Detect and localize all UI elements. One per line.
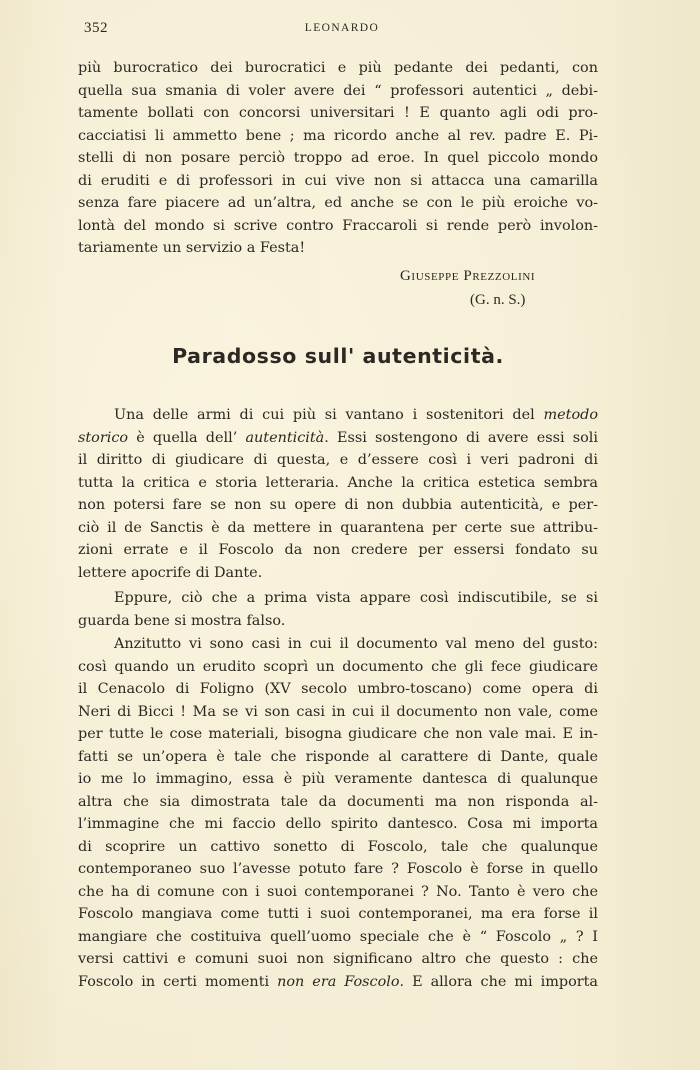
paragraph-line: non potersi fare se non su opere di non dubbia autenticità, e per- bbox=[78, 497, 598, 513]
signature bbox=[400, 264, 600, 312]
paragraph-line: tutta la critica e storia letteraria. Anche la critica estetica sembra bbox=[78, 474, 598, 491]
paragraph-line: Neri di Bicci ! Ma se vi son casi in cui il documento non vale, come bbox=[78, 703, 598, 720]
paragraph-line: io me lo immagino, essa è più veramente dantesca di qualunque bbox=[78, 771, 598, 787]
paragraph-line: stelli di non posare perciò troppo ad eroe. In quel piccolo mondo bbox=[78, 150, 598, 166]
paragraph-line: contemporaneo suo l’avesse potuto fare ? Foscolo è forse in quello bbox=[78, 861, 598, 877]
page-number: 352 bbox=[84, 20, 108, 36]
article-paragraph-1 bbox=[78, 404, 598, 584]
paragraph-line: tamente bollati con concorsi universitari ! E quanto agli odi pro- bbox=[78, 105, 598, 121]
text-run: . Essi sostengono di avere essi soli bbox=[324, 429, 598, 446]
text-run: è quella dell’ bbox=[128, 429, 246, 446]
paragraph-line: l’immagine che mi faccio dello spirito dantesco. Cosa mi importa bbox=[78, 816, 598, 832]
text-run-italic: autenticità bbox=[245, 429, 325, 446]
paragraph-line: ciò il de Sanctis è da mettere in quarantena per certe sue attribu- bbox=[78, 519, 598, 536]
paragraph-line: quella sua smania di voler avere dei “ professori autentici „ debi- bbox=[78, 82, 598, 99]
signature-name: Giuseppe Prezzolini bbox=[400, 268, 536, 284]
article-paragraph-2 bbox=[78, 587, 598, 632]
paragraph-line: altra che sia dimostrata tale da documenti ma non risponda al- bbox=[78, 793, 598, 810]
paragraph-line: Anzitutto vi sono casi in cui il documento val meno del gusto: bbox=[114, 636, 598, 652]
paragraph-line: così quando un erudito scoprì un documento che gli fece giudicare bbox=[78, 658, 598, 675]
text-run: Una delle armi di cui più si vantano i sostenitori del bbox=[114, 407, 544, 423]
paragraph-line: versi cattivi e comuni suoi non significano altro che questo : che bbox=[78, 951, 598, 967]
article-paragraph-3 bbox=[78, 633, 598, 993]
paragraph-line: cacciatisi li ammetto bene ; ma ricordo anche al rev. padre E. Pi- bbox=[78, 127, 598, 144]
paragraph-line: che ha di comune con i suoi contemporanei ? No. Tanto è vero che bbox=[78, 883, 598, 900]
paragraph-line: zioni errate e il Foscolo da non credere per essersi fondato su bbox=[78, 542, 598, 558]
paragraph-line: lettere apocrife di Dante. bbox=[78, 564, 263, 581]
paragraph-line bbox=[78, 404, 598, 427]
paragraph-line: mangiare che costituiva quell’uomo speciale che è “ Foscolo „ ? I bbox=[78, 928, 598, 945]
text-run: . E allora che mi importa bbox=[399, 973, 598, 990]
paragraph-line: lontà del mondo si scrive contro Fraccaroli si rende però involon- bbox=[78, 217, 598, 234]
running-head: LEONARDO bbox=[304, 22, 380, 34]
paragraph-line: fatti se un’opera è tale che risponde al carattere di Dante, quale bbox=[78, 748, 598, 765]
top-paragraph bbox=[78, 57, 598, 260]
text-run-italic: metodo bbox=[543, 407, 598, 423]
text-run-italic: non era Foscolo bbox=[277, 973, 400, 990]
paragraph-line: di eruditi e di professori in cui vive non si attacca una camarilla bbox=[78, 172, 598, 189]
paragraph-line: più burocratico dei burocratici e più pedante dei pedanti, con bbox=[78, 60, 598, 76]
signature-initials: (G. n. S.) bbox=[470, 292, 526, 308]
text-run: Foscolo in certi momenti bbox=[78, 973, 278, 990]
paragraph-line: Eppure, ciò che a prima vista appare così indiscutibile, se si bbox=[114, 590, 598, 606]
article-title: Paradosso sull' autenticità. bbox=[172, 344, 504, 368]
paragraph-line: per tutte le cose materiali, bisogna giudicare che non vale mai. E in- bbox=[78, 726, 598, 742]
paragraph-line: il diritto di giudicare di questa, e d’essere così i veri padroni di bbox=[78, 452, 598, 468]
text-run-italic: storico bbox=[78, 429, 129, 446]
page-header bbox=[84, 20, 600, 40]
paragraph-line bbox=[78, 971, 598, 994]
paragraph-line: il Cenacolo di Foligno (XV secolo umbro-toscano) come opera di bbox=[78, 681, 598, 697]
paragraph-line: tariamente un servizio a Festa! bbox=[78, 240, 306, 256]
paragraph-line: senza fare piacere ad un’altra, ed anche se con le più eroiche vo- bbox=[78, 195, 598, 211]
paragraph-line: Foscolo mangiava come tutti i suoi contemporanei, ma era forse il bbox=[78, 906, 598, 922]
paragraph-line bbox=[78, 427, 598, 450]
paragraph-line: di scoprire un cattivo sonetto di Foscolo, tale che qualunque bbox=[78, 838, 598, 855]
paragraph-line: guarda bene si mostra falso. bbox=[78, 612, 286, 629]
